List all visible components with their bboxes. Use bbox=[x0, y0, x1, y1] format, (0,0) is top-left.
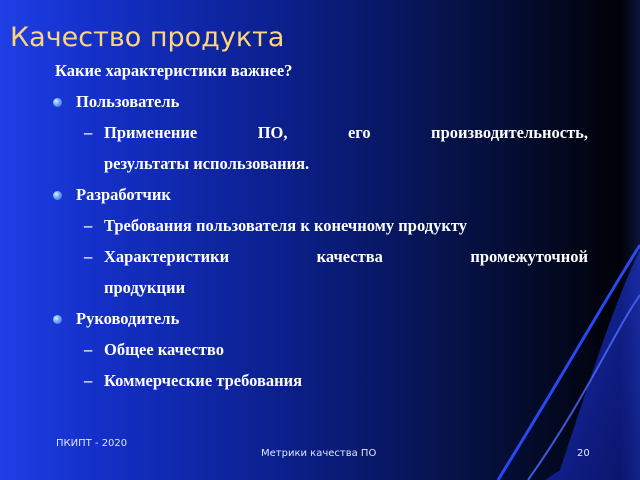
sub-bullet-line: Характеристики качества промежуточной bbox=[104, 247, 588, 266]
sub-bullet-line: продукции bbox=[104, 278, 186, 297]
sub-bullet-developer-requirements bbox=[52, 210, 588, 241]
page-number: 20 bbox=[577, 448, 590, 459]
sub-bullet-line: Коммерческие требования bbox=[104, 371, 303, 390]
decorative-edge-glow bbox=[620, 0, 640, 480]
slide-title: Качество продукта bbox=[10, 22, 285, 53]
bullet-dot-icon bbox=[53, 315, 62, 324]
bullet-developer bbox=[52, 179, 588, 210]
sub-bullet-developer-quality bbox=[52, 241, 588, 303]
dash-bullet-icon: – bbox=[84, 371, 93, 390]
sub-bullet-manager-overall bbox=[52, 334, 588, 365]
footer-left: ПКИПТ - 2020 bbox=[56, 438, 128, 449]
slide-content bbox=[52, 56, 588, 396]
sub-bullet-line: Требования пользователя к конечному продукту bbox=[104, 216, 467, 235]
bullet-label: Руководитель bbox=[76, 309, 180, 328]
dash-bullet-icon: – bbox=[84, 247, 93, 266]
dash-bullet-icon: – bbox=[84, 340, 93, 359]
bullet-user bbox=[52, 86, 588, 117]
bullet-label: Разработчик bbox=[76, 185, 171, 204]
dash-bullet-icon: – bbox=[84, 123, 93, 142]
slide-subtitle: Какие характеристики важнее? bbox=[55, 61, 293, 80]
bullet-label: Пользователь bbox=[76, 92, 180, 111]
sub-bullet-user-usage bbox=[52, 117, 588, 179]
footer-center: Метрики качества ПО bbox=[261, 448, 377, 459]
sub-bullet-line: результаты использования. bbox=[104, 154, 310, 173]
bullet-dot-icon bbox=[53, 191, 62, 200]
sub-bullet-line: Применение ПО, его производительность, bbox=[104, 123, 588, 142]
bullet-manager bbox=[52, 303, 588, 334]
dash-bullet-icon: – bbox=[84, 216, 93, 235]
bullet-dot-icon bbox=[53, 98, 62, 107]
sub-bullet-line: Общее качество bbox=[104, 340, 224, 359]
sub-bullet-manager-commercial bbox=[52, 365, 588, 396]
